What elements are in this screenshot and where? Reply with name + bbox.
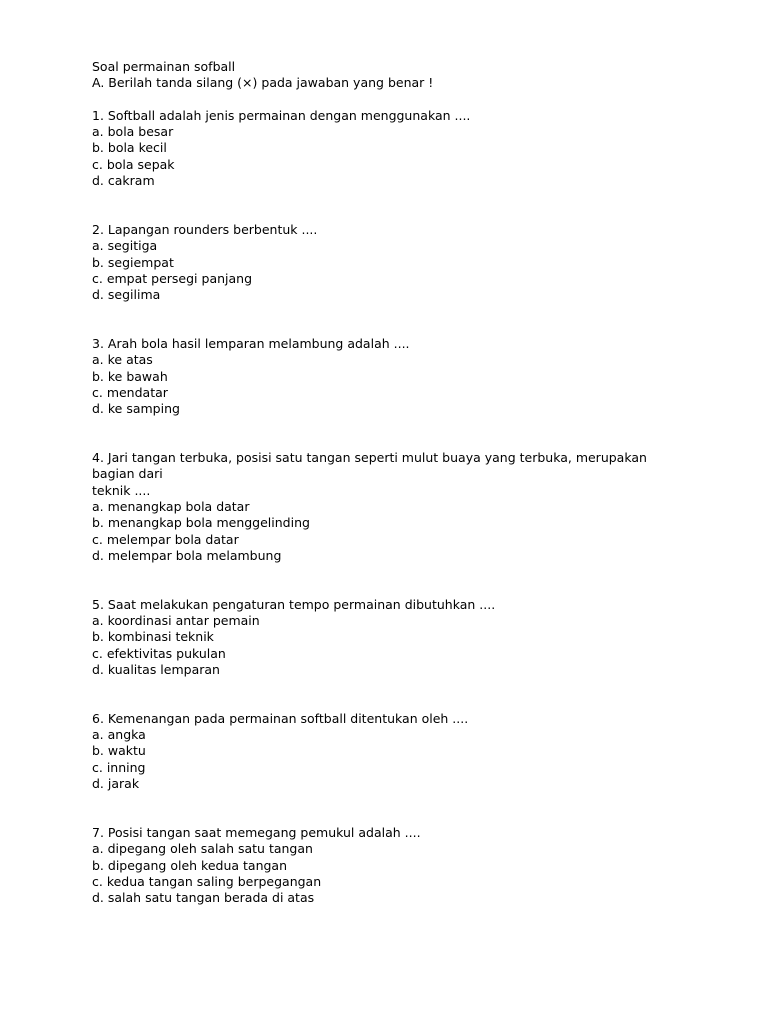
option-d: d. jarak <box>92 776 140 792</box>
option-c: c. bola sepak <box>92 156 175 172</box>
question-text: 5. Saat melakukan pengaturan tempo permainan dibutuhkan .... <box>92 596 496 612</box>
question-text: 3. Arah bola hasil lemparan melambung adalah .... <box>92 336 410 352</box>
option-b: b. kombinasi teknik <box>92 629 214 645</box>
option-c: c. mendatar <box>92 384 168 400</box>
document-page <box>92 59 692 906</box>
option-b: b. waktu <box>92 743 146 759</box>
instruction-text: A. Berilah tanda silang (×) pada jawaban yang benar ! <box>92 75 434 91</box>
option-d: d. ke samping <box>92 401 180 417</box>
question-text-line-2: teknik .... <box>92 482 151 498</box>
answer-options <box>92 841 692 906</box>
answer-options <box>92 727 692 792</box>
option-c: c. efektivitas pukulan <box>92 645 226 661</box>
option-c: c. kedua tangan saling berpegangan <box>92 873 322 889</box>
question-text: 7. Posisi tangan saat memegang pemukul adalah .... <box>92 824 421 840</box>
option-c: c. inning <box>92 759 146 775</box>
option-a: a. ke atas <box>92 352 153 368</box>
answer-options <box>92 238 692 303</box>
option-b: b. segiempat <box>92 254 174 270</box>
option-d: d. salah satu tangan berada di atas <box>92 890 315 906</box>
question-text: 6. Kemenangan pada permainan softball ditentukan oleh .... <box>92 710 469 726</box>
answer-options <box>92 124 692 189</box>
option-d: d. cakram <box>92 173 155 189</box>
option-a: a. koordinasi antar pemain <box>92 613 260 629</box>
option-a: a. menangkap bola datar <box>92 499 250 515</box>
option-c: c. melempar bola datar <box>92 531 239 547</box>
question-5 <box>92 597 692 678</box>
answer-options <box>92 613 692 678</box>
answer-options <box>92 499 692 564</box>
option-d: d. melempar bola melambung <box>92 547 282 563</box>
question-6 <box>92 711 692 792</box>
document-title: Soal permainan sofball <box>92 59 236 74</box>
option-b: b. dipegang oleh kedua tangan <box>92 857 288 873</box>
option-c: c. empat persegi panjang <box>92 270 253 286</box>
question-2 <box>92 222 692 303</box>
option-a: a. bola besar <box>92 124 174 140</box>
question-1 <box>92 108 692 189</box>
question-4 <box>92 450 692 564</box>
question-text: 1. Softball adalah jenis permainan dengan menggunakan .... <box>92 107 471 123</box>
option-a: a. segitiga <box>92 238 158 254</box>
question-text: 2. Lapangan rounders berbentuk .... <box>92 221 318 237</box>
option-a: a. angka <box>92 727 146 743</box>
question-7 <box>92 825 692 906</box>
question-3 <box>92 336 692 417</box>
question-text-line-1: 4. Jari tangan terbuka, posisi satu tangan seperti mulut buaya yang terbuka, merupakan bagian dari <box>92 450 647 482</box>
option-a: a. dipegang oleh salah satu tangan <box>92 841 313 857</box>
option-b: b. ke bawah <box>92 368 168 384</box>
option-b: b. menangkap bola menggelinding <box>92 515 310 531</box>
option-b: b. bola kecil <box>92 140 167 156</box>
option-d: d. kualitas lemparan <box>92 661 220 677</box>
answer-options <box>92 352 692 417</box>
option-d: d. segilima <box>92 287 161 303</box>
